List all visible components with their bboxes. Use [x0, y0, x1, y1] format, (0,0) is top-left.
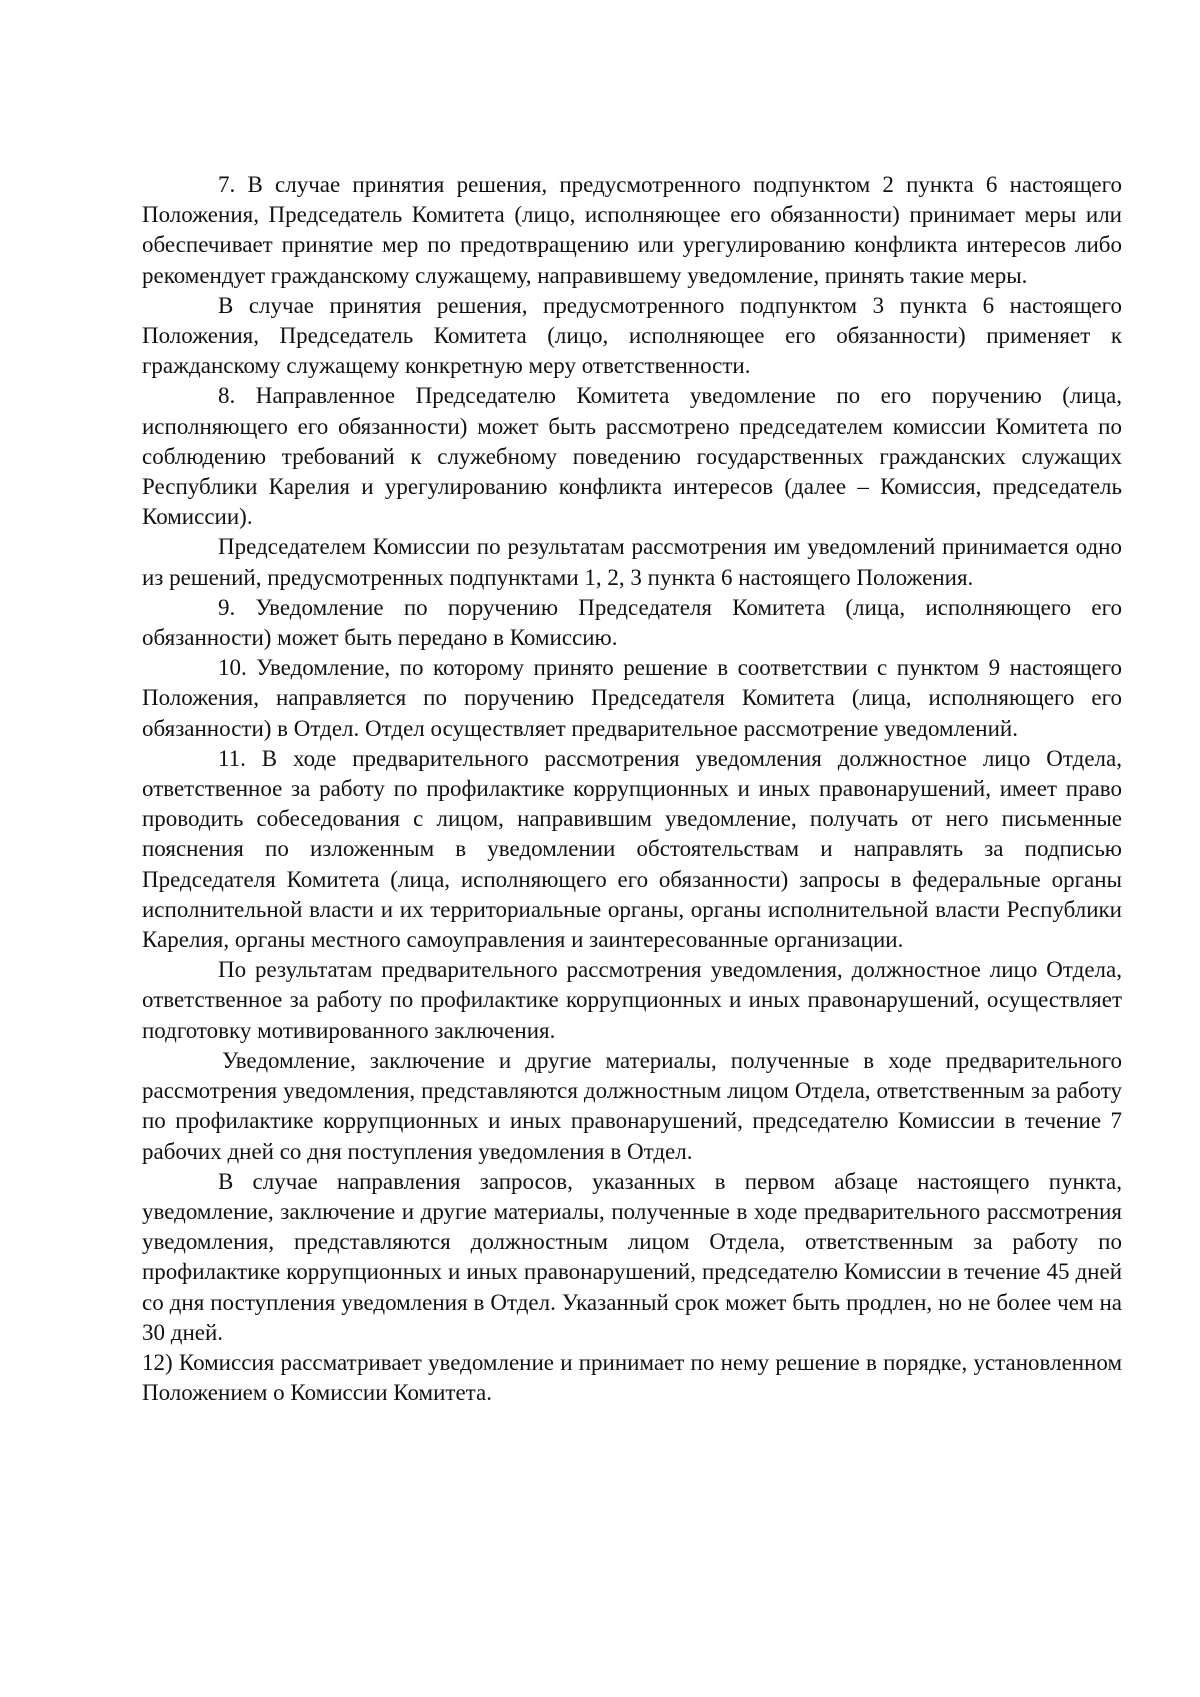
- paragraph-7: 7. В случае принятия решения, предусмотренного подпунктом 2 пункта 6 настоящего Положения, Председатель Комитета (лицо, исполняющее его обязанности) принимает меры или обеспечивает принятие мер по предотвращению или урегулированию конфликта интересов либо рекомендует гражданскому служащему, направившему уведомление, принять такие меры.: [142, 172, 1122, 288]
- paragraph-9: 9. Уведомление по поручению Председателя Комитета (лица, исполняющего его обязанности) может быть передано в Комиссию.: [142, 594, 1122, 651]
- paragraph-11-second: По результатам предварительного рассмотрения уведомления, должностное лицо Отдела, ответственное за работу по профилактике коррупционных и иных правонарушений, осуществляет подготовку мотивированного заключения.: [142, 957, 1122, 1043]
- paragraph-11-third: Уведомление, заключение и другие материалы, полученные в ходе предварительного рассмотрения уведомления, представляются должностным лицом Отдела, ответственным за работу по профилактике коррупционных и иных правонарушений, председателю Комиссии в течение 7 рабочих дней со дня поступления уведомления в Отдел.: [142, 1047, 1122, 1164]
- paragraph-11-fourth: В случае направления запросов, указанных в первом абзаце настоящего пункта, уведомление, заключение и другие материалы, полученные в ходе предварительного рассмотрения уведомления, представляются должностным лицом Отдела, ответственным за работу по профилактике коррупционных и иных правонарушений, председателю Комиссии в течение 45 дней со дня поступления уведомления в Отдел. Указанный срок может быть продлен, но не более чем на 30 дней.: [142, 1168, 1122, 1345]
- paragraph-11: 11. В ходе предварительного рассмотрения уведомления должностное лицо Отдела, ответственное за работу по профилактике коррупционных и иных правонарушений, имеет право проводить собеседования с лицом, направившим уведомление, получать от него письменные пояснения по изложенным в уведомлении обстоятельствам и направлять за подписью Председателя Комитета (лица, исполняющего его обязанности) запросы в федеральные органы исполнительной власти и их территориальные органы, органы исполнительной власти Республики Карелия, органы местного самоуправления и заинтересованные организации.: [142, 745, 1122, 953]
- document-page: [142, 170, 1122, 1408]
- paragraph-8-second: Председателем Комиссии по результатам рассмотрения им уведомлений принимается одно из решений, предусмотренных подпунктами 1, 2, 3 пункта 6 настоящего Положения.: [142, 534, 1122, 590]
- paragraph-10: 10. Уведомление, по которому принято решение в соответствии с пунктом 9 настоящего Положения, направляется по поручению Председателя Комитета (лица, исполняющего его обязанности) в Отдел. Отдел осуществляет предварительное рассмотрение уведомлений.: [142, 655, 1122, 741]
- paragraph-7-second: В случае принятия решения, предусмотренного подпунктом 3 пункта 6 настоящего Положения, Председатель Комитета (лицо, исполняющее его обязанности) применяет к гражданскому служащему конкретную меру ответственности.: [142, 292, 1122, 379]
- paragraph-8: 8. Направленное Председателю Комитета уведомление по его поручению (лица, исполняющего его обязанности) может быть рассмотрено председателем комиссии Комитета по соблюдению требований к служебному поведению государственных гражданских служащих Республики Карелия и урегулированию конфликта интересов (далее – Комиссия, председатель Комиссии).: [142, 383, 1122, 530]
- paragraph-12: 12) Комиссия рассматривает уведомление и принимает по нему решение в порядке, установленном Положением о Комиссии Комитета.: [142, 1349, 1122, 1406]
